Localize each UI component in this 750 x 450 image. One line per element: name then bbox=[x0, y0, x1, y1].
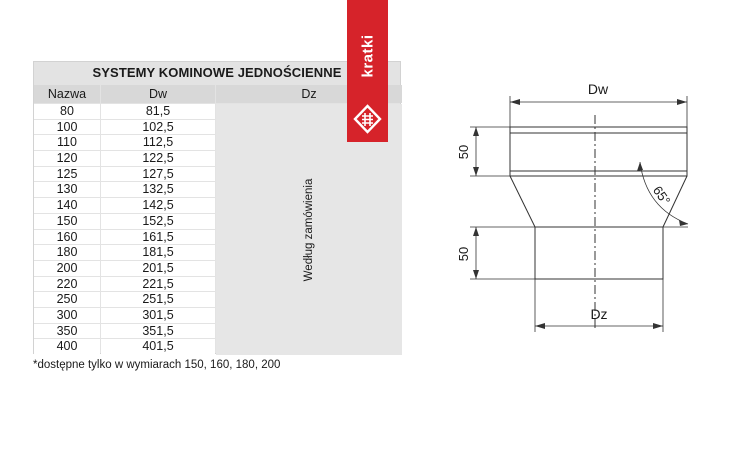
table-row bbox=[34, 167, 216, 183]
cell-dw: 81,5 bbox=[101, 104, 215, 119]
cell-dw: 122,5 bbox=[101, 151, 215, 166]
cell-nazwa: 350 bbox=[34, 324, 100, 339]
cell-dw: 251,5 bbox=[101, 292, 215, 307]
footnote: *dostępne tylko w wymiarach 150, 160, 180, 200 bbox=[33, 359, 281, 371]
cell-nazwa: 150 bbox=[34, 214, 100, 229]
brand-tag bbox=[347, 0, 388, 142]
table-row bbox=[34, 104, 216, 120]
cell-dw: 102,5 bbox=[101, 120, 215, 135]
table-row bbox=[34, 245, 216, 261]
cell-nazwa: 300 bbox=[34, 308, 100, 323]
cell-dw: 152,5 bbox=[101, 214, 215, 229]
table-row bbox=[34, 151, 216, 167]
kratki-logo-icon bbox=[352, 104, 383, 134]
table-row bbox=[34, 261, 216, 277]
cell-nazwa: 180 bbox=[34, 245, 100, 260]
cell-nazwa: 125 bbox=[34, 167, 100, 182]
cell-dw: 221,5 bbox=[101, 277, 215, 292]
cell-nazwa: 400 bbox=[34, 339, 100, 354]
col-header-nazwa: Nazwa bbox=[34, 85, 100, 103]
cell-nazwa: 80 bbox=[34, 104, 100, 119]
table-row bbox=[34, 198, 216, 214]
cell-dw: 142,5 bbox=[101, 198, 215, 213]
cell-nazwa: 110 bbox=[34, 135, 100, 150]
cell-nazwa: 100 bbox=[34, 120, 100, 135]
upper-height-label: 50 bbox=[456, 144, 471, 160]
table-row bbox=[34, 339, 216, 355]
lower-height-label: 50 bbox=[456, 246, 471, 262]
cell-nazwa: 120 bbox=[34, 151, 100, 166]
table-title: SYSTEMY KOMINOWE JEDNOŚCIENNE bbox=[92, 65, 342, 80]
col-header-dz: Dz bbox=[216, 85, 402, 103]
table-row bbox=[34, 308, 216, 324]
table-body bbox=[34, 104, 216, 355]
cell-dw: 161,5 bbox=[101, 230, 215, 245]
spec-table bbox=[33, 61, 401, 354]
dz-label: Dz bbox=[590, 306, 608, 322]
table-row bbox=[34, 292, 216, 308]
cell-nazwa: 140 bbox=[34, 198, 100, 213]
cell-dw: 201,5 bbox=[101, 261, 215, 276]
cell-dw: 301,5 bbox=[101, 308, 215, 323]
cell-dw: 112,5 bbox=[101, 135, 215, 150]
cell-dw: 351,5 bbox=[101, 324, 215, 339]
table-row bbox=[34, 135, 216, 151]
cell-nazwa: 200 bbox=[34, 261, 100, 276]
cell-dw: 127,5 bbox=[101, 167, 215, 182]
table-row bbox=[34, 182, 216, 198]
table-row bbox=[34, 324, 216, 340]
lower-spigot bbox=[535, 227, 663, 279]
cell-nazwa: 160 bbox=[34, 230, 100, 245]
angle-label: 65° bbox=[649, 183, 674, 208]
upper-collar bbox=[510, 127, 687, 176]
brand-name: kratki bbox=[359, 34, 376, 78]
cell-nazwa: 220 bbox=[34, 277, 100, 292]
cell-dw: 181,5 bbox=[101, 245, 215, 260]
technical-drawing bbox=[440, 80, 700, 340]
table-row bbox=[34, 214, 216, 230]
cell-dw: 401,5 bbox=[101, 339, 215, 354]
cell-dw: 132,5 bbox=[101, 182, 215, 197]
cone-left-edge bbox=[510, 176, 535, 227]
table-row bbox=[34, 277, 216, 293]
table-row bbox=[34, 230, 216, 246]
col-header-dw: Dw bbox=[101, 85, 215, 103]
cell-nazwa: 250 bbox=[34, 292, 100, 307]
cell-nazwa: 130 bbox=[34, 182, 100, 197]
dz-value: Według zamówienia bbox=[303, 178, 315, 281]
dw-label: Dw bbox=[587, 81, 609, 97]
table-row bbox=[34, 120, 216, 136]
